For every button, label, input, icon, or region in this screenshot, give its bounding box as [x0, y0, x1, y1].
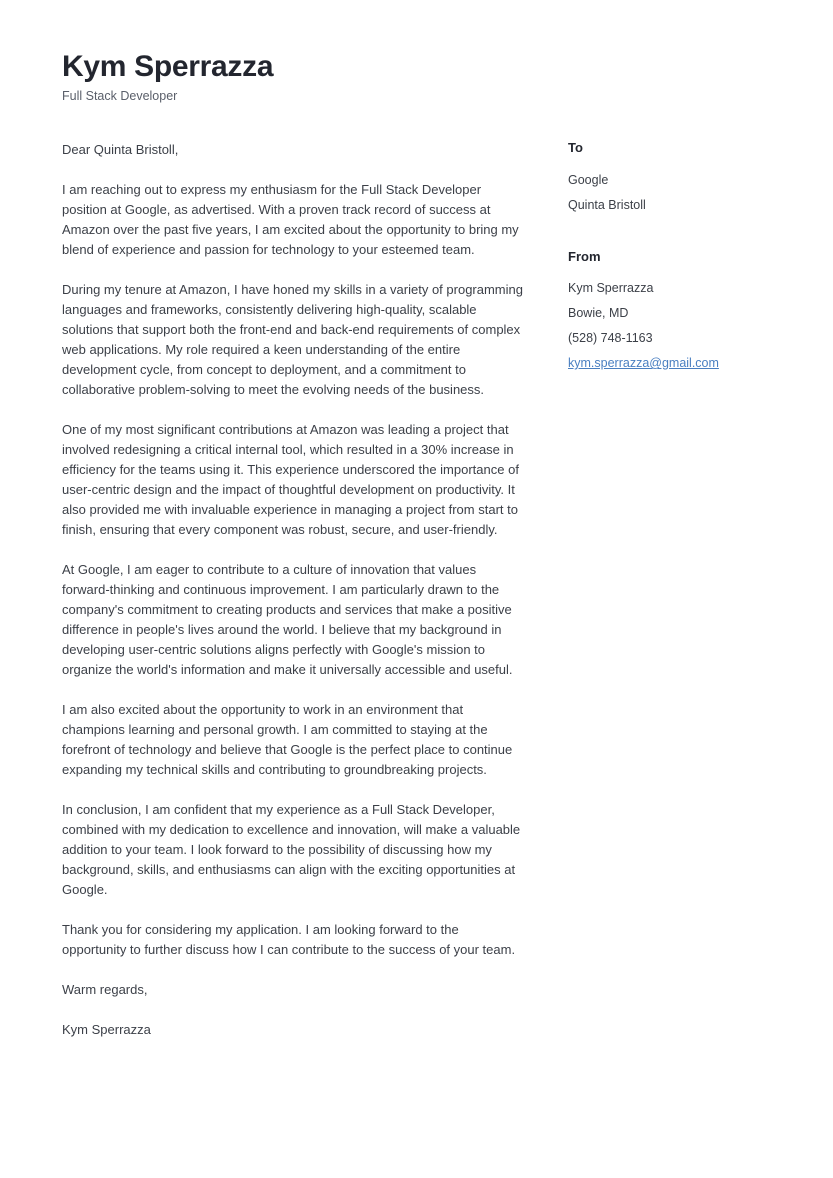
to-person: Quinta Bristoll: [568, 197, 646, 212]
letter-content: [0, 140, 833, 1040]
letter-paragraph: One of my most significant contributions at Amazon was leading a project that involved redesigning a critical internal tool, which resulted in a 30% increase in efficiency for the teams using it. This experience underscored the importance of user-centric design and the impact of thoughtful development on productivity. It also provided me with invaluable experience in managing a project from start to finish, ensuring that every component was robust, secure, and user-friendly.: [62, 422, 519, 537]
letter-paragraph: In conclusion, I am confident that my experience as a Full Stack Developer, combined with my dedication to excellence and innovation, will make a valuable addition to your team. I look forward to the possibility of discussing how my background, skills, and enthusiasms can align with the exciting opportunities at Google.: [62, 802, 521, 897]
to-heading: To: [568, 140, 583, 155]
from-heading: From: [568, 248, 601, 264]
from-phone: (528) 748-1163: [568, 331, 653, 346]
letter-header: [62, 50, 662, 104]
recipient-sender-column: [568, 140, 778, 376]
applicant-job-title: Full Stack Developer: [62, 88, 178, 103]
letter-body-column: [62, 140, 524, 1040]
signature-name: Kym Sperrazza: [62, 1022, 151, 1037]
salutation: Dear Quinta Bristoll,: [62, 142, 179, 157]
from-email-link[interactable]: kym.sperrazza@gmail.com: [568, 356, 719, 371]
closing-salutation: Warm regards,: [62, 982, 148, 997]
from-location: Bowie, MD: [568, 306, 629, 321]
to-company: Google: [568, 172, 609, 187]
letter-paragraph: I am also excited about the opportunity to work in an environment that champions learning and personal growth. I am committed to staying at the forefront of technology and believe that Google is the perfect place to continue expanding my technical skills and contributing to groundbreaking projects.: [62, 702, 513, 777]
letter-paragraph: At Google, I am eager to contribute to a culture of innovation that values forward-thinking and continuous improvement. I am particularly drawn to the company's commitment to creating products and services that make a positive difference in people's lives around the world. I believe that my background in developing user-centric solutions aligns perfectly with Google's mission to organize the world's information and make it universally accessible and useful.: [62, 562, 513, 677]
letter-paragraph: I am reaching out to express my enthusiasm for the Full Stack Developer position at Google, as advertised. With a proven track record of success at Amazon over the past five years, I am excited about the opportunity to bring my blend of experience and passion for technology to your esteemed team.: [62, 182, 519, 257]
letter-paragraph: During my tenure at Amazon, I have honed my skills in a variety of programming languages and frameworks, consistently delivering high-quality, scalable solutions that support both the front-end and back-end requirements of complex web applications. My role required a keen understanding of the entire development cycle, from concept to deployment, and a commitment to collaborative problem-solving to meet the evolving needs of the business.: [62, 282, 523, 397]
applicant-name: Kym Sperrazza: [62, 50, 274, 83]
letter-paragraph: Thank you for considering my application. I am looking forward to the opportunity to further discuss how I can contribute to the success of your team.: [62, 922, 516, 957]
from-name: Kym Sperrazza: [568, 281, 654, 296]
